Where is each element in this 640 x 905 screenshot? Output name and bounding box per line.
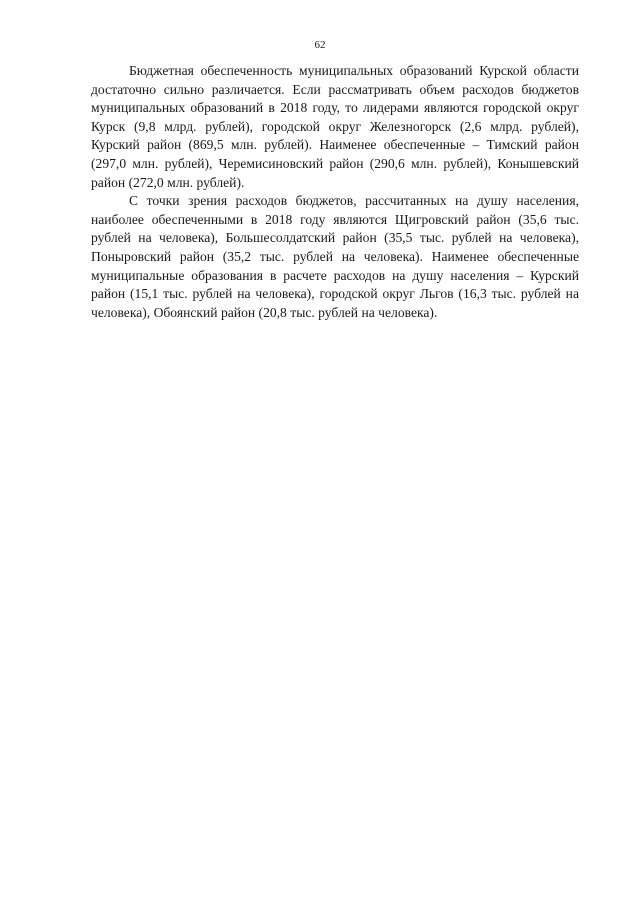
paragraph-budget-totals: Бюджетная обеспеченность муниципальных образований Курской области достаточно сильно различается. Если рассматривать объем расходов бюджетов муниципальных образований в 2018 году, то лидерами являются городской округ Курск (9,8 млрд. рублей), городской округ Железногорск (2,6 млрд. рублей), Курский район (869,5 млн. рублей). Наименее обеспеченные – Тимский район (297,0 млн. рублей), Черемисиновский район (290,6 млн. рублей), Конышевский район (272,0 млн. рублей). bbox=[91, 63, 579, 190]
paragraph-per-capita: С точки зрения расходов бюджетов, рассчитанных на душу населения, наиболее обеспеченными в 2018 году являются Щигровский район (35,6 тыс. рублей на человека), Большесолдатский район (35,5 тыс. рублей на человека), Поныровский район (35,2 тыс. рублей на человека). Наименее обеспеченные муниципальные образования в расчете расходов на душу населения – Курский район (15,1 тыс. рублей на человека), городской округ Льгов (16,3 тыс. рублей на человека), Обоянский район (20,8 тыс. рублей на человека). bbox=[91, 193, 579, 320]
page-number: 62 bbox=[314, 39, 326, 51]
document-body bbox=[91, 62, 579, 322]
